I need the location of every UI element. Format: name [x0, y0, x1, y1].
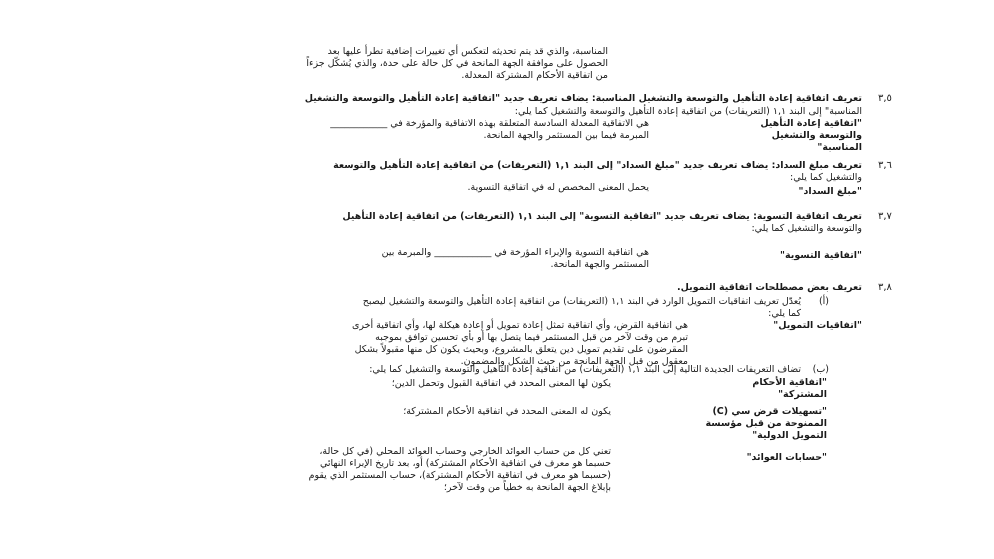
term-common-terms-1: "اتفاقية الأحكام: [752, 377, 827, 388]
term-common-terms-2: المشتركة": [778, 389, 827, 400]
clause-a-line-2: كما يلي:: [768, 308, 801, 319]
section-number-3-8: ٣,٨: [878, 282, 892, 293]
term-financing-agreements: "اتفاقيات التمويل": [773, 320, 862, 331]
term-repayment-amount: "مبلغ السداد": [798, 186, 862, 197]
section-3-6-line-1: تعريف مبلغ السداد: يضاف تعريف جديد "مبلغ السداد" إلى البند ١,١ (التعريفات) من اتفاقية إعادة التأهيل والتوسعة: [333, 160, 862, 171]
section-3-6-line-2: والتشغيل كما يلي:: [790, 172, 862, 183]
def-settlement-agreement-2: المستثمر والجهة المانحة.: [550, 259, 649, 270]
term-c-loan-3: التمويل الدولية": [752, 430, 827, 441]
def-rehab-agreement-1: هي الاتفاقية المعدلة السادسة المتعلقة بهذه الاتفاقية والمؤرخة في ____________: [330, 118, 649, 129]
def-proceeds-1: تعني كل من حساب العوائد الخارجي وحساب العوائد المحلي (في كل حالة،: [319, 446, 611, 457]
section-3-5-line-1: تعريف اتفاقية إعادة التأهيل والتوسعة والتشغيل المناسبة: يضاف تعريف جديد "اتفاقية إعادة التأهيل والتوسعة والتشغيل: [304, 93, 862, 104]
section-3-7-line-2: والتوسعة والتشغيل كما يلي:: [751, 223, 862, 234]
def-proceeds-4: بإبلاغ الجهة المانحة به خطياً من وقت لآخر؛: [443, 482, 611, 493]
def-financing-4: معقول من قبل الجهة المانحة من حيث الشكل والمضمون.: [460, 356, 688, 367]
clause-a-label: (أ): [818, 296, 829, 307]
clause-b-label: (ب): [812, 364, 829, 375]
term-rehab-agreement-1: "اتفاقية إعادة التأهيل: [760, 118, 862, 129]
term-rehab-agreement-2: والتوسعة والتشغيل: [771, 130, 862, 141]
def-settlement-agreement-1: هي اتفاقية التسوية والإبراء المؤرخة في ____________ والمبرمة بين: [381, 247, 649, 258]
def-c-loan: يكون له المعنى المحدد في اتفاقية الأحكام المشتركة؛: [403, 406, 611, 417]
section-number-3-6: ٣,٦: [878, 160, 892, 171]
clause-b-line-1: تضاف التعريفات الجديدة التالية إلى البند ١,١ (التعريفات) من اتفاقية إعادة التأهيل والتوسعة والتشغيل كما يلي:: [369, 364, 801, 375]
def-rehab-agreement-2: المبرمة فيما بين المستثمر والجهة المانحة.: [483, 130, 649, 141]
term-proceeds-accounts: "حسابات العوائد": [746, 452, 827, 463]
def-financing-1: هي اتفاقية القرض، وأي اتفاقية تمثل إعادة تمويل أو إعادة هيكلة لها، وأي اتفاقية أخرى: [351, 320, 688, 331]
section-3-8-heading: تعريف بعض مصطلحات اتفاقية التمويل.: [677, 282, 862, 293]
def-proceeds-3: (حسبما هو معرف في اتفاقية الأحكام المشتركة)، حساب المستثمر الذي يقوم: [308, 470, 611, 481]
def-common-terms: يكون لها المعنى المحدد في اتفاقية القبول وتحمل الدين؛: [391, 378, 611, 389]
top-para-line-3: من اتفاقية الأحكام المشتركة المعدلة.: [461, 70, 608, 81]
def-financing-3: المقرضون على تقديم تمويل دين يتعلق بالمشروع، وبحيث يكون كل منها مقبولاً بشكل: [354, 344, 688, 355]
clause-a-line-1: يُعدّل تعريف اتفاقيات التمويل الوارد في البند ١,١ (التعريفات) من اتفاقية إعادة التأهيل والتوسعة والتشغيل ليصبح: [362, 296, 801, 307]
term-rehab-agreement-3: المناسبة": [817, 142, 862, 153]
term-c-loan-2: الممنوحة من قبل مؤسسة: [705, 418, 827, 429]
section-number-3-5: ٣,٥: [878, 93, 892, 104]
term-settlement-agreement: "اتفاقية التسوية": [780, 250, 862, 261]
def-repayment-amount: يحمل المعنى المخصص له في اتفاقية التسوية.: [467, 182, 649, 193]
section-number-3-7: ٣,٧: [878, 211, 892, 222]
section-3-7-line-1: تعريف اتفاقية التسوية: يضاف تعريف جديد "اتفاقية التسوية" إلى البند ١,١ (التعريفات) من اتفاقية إعادة التأهيل: [342, 211, 862, 222]
term-c-loan-1: "تسهيلات قرض سي (C): [712, 406, 827, 417]
top-para-line-1: المناسبة، والذي قد يتم تحديثه لتعكس أي تغييرات إضافية تطرأ عليها بعد: [327, 46, 608, 57]
def-proceeds-2: حسبما هو معرف في اتفاقية الأحكام المشتركة) أو، بعد تاريخ الإبراء النهائي: [319, 458, 611, 469]
top-para-line-2: الحصول على موافقة الجهة المانحة في كل حالة على حدة، والذي يُشكّل جزءاً: [306, 58, 608, 69]
def-financing-2: تبرم من وقت لآخر من قبل المستثمر فيما يتصل بها أو بأي تحسين توافق بموجبه: [375, 332, 688, 343]
section-3-5-line-2: المناسبة" إلى البند ١,١ (التعريفات) من اتفاقية إعادة التأهيل والتوسعة والتشغيل كما يلي:: [514, 106, 862, 117]
